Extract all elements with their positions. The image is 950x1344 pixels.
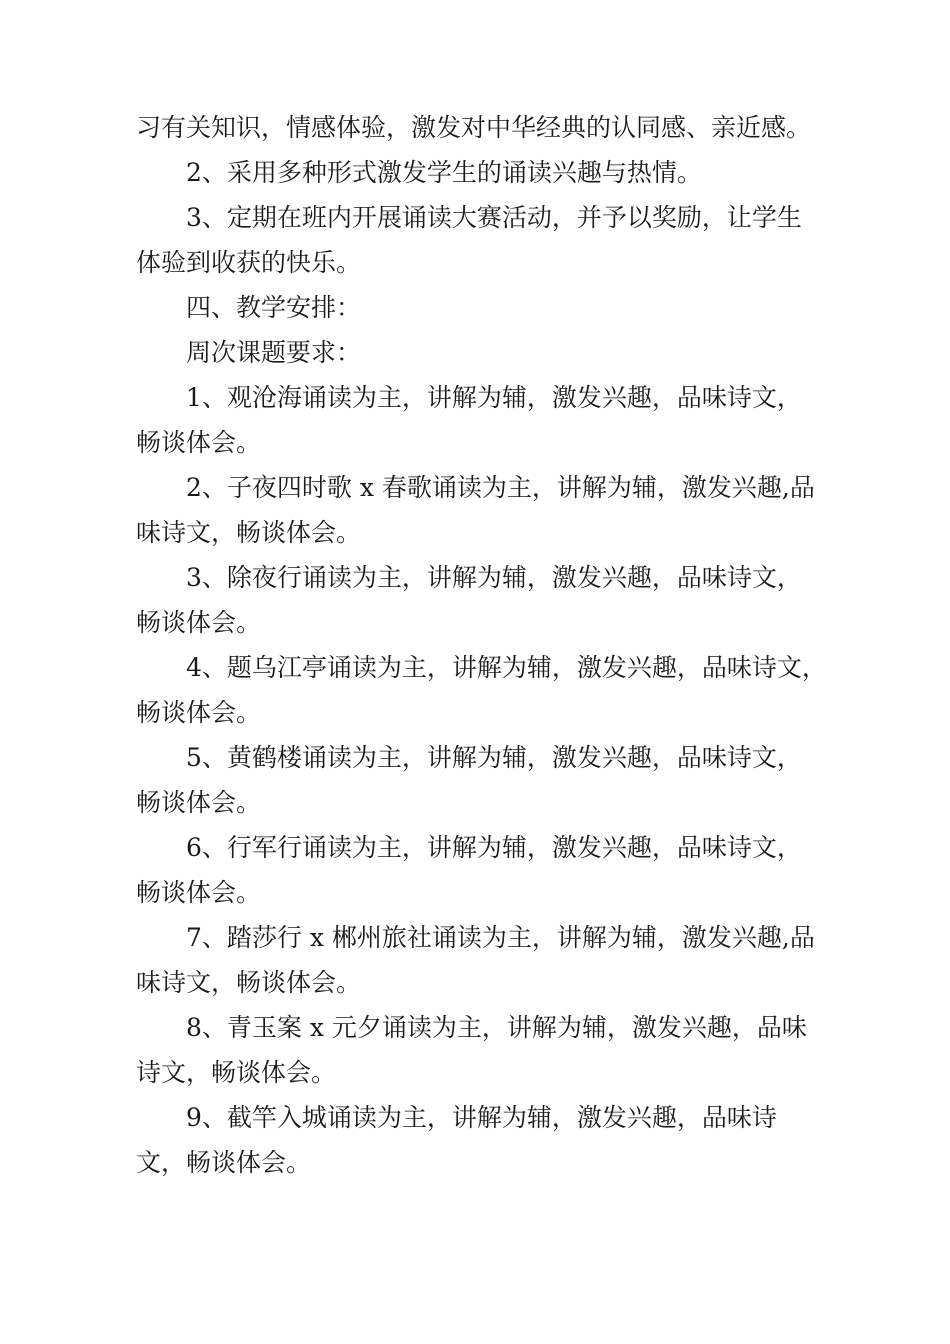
text-line: 2、采用多种形式激发学生的诵读兴趣与热情。	[186, 158, 702, 187]
text-line: 诗文，畅谈体会。	[136, 1058, 337, 1087]
text-line: 四、教学安排：	[186, 293, 362, 322]
text-line: 畅谈体会。	[136, 428, 262, 457]
text-line: 1、观沧海诵读为主，讲解为辅，激发兴趣，品味诗文，	[186, 383, 802, 412]
text-line: 3、除夜行诵读为主，讲解为辅，激发兴趣，品味诗文，	[186, 563, 802, 592]
text-line: 6、行军行诵读为主，讲解为辅，激发兴趣，品味诗文，	[186, 833, 802, 862]
text-line: 文，畅谈体会。	[136, 1148, 312, 1177]
text-line: 2、子夜四时歌 x 春歌诵读为主，讲解为辅，激发兴趣,品	[186, 473, 815, 502]
text-line: 畅谈体会。	[136, 608, 262, 637]
text-line: 3、定期在班内开展诵读大赛活动，并予以奖励，让学生	[186, 203, 802, 232]
text-line: 畅谈体会。	[136, 788, 262, 817]
text-line: 味诗文，畅谈体会。	[136, 968, 362, 997]
text-line: 9、截竿入城诵读为主，讲解为辅，激发兴趣，品味诗	[186, 1103, 777, 1132]
text-line: 周次课题要求：	[186, 338, 362, 367]
document-body	[136, 105, 836, 1185]
text-line: 8、青玉案 x 元夕诵读为主，讲解为辅，激发兴趣，品味	[186, 1013, 807, 1042]
text-line: 畅谈体会。	[136, 698, 262, 727]
text-line: 体验到收获的快乐。	[136, 248, 362, 277]
text-line: 味诗文，畅谈体会。	[136, 518, 362, 547]
text-line: 习有关知识，情感体验，激发对中华经典的认同感、亲近感。	[136, 113, 812, 142]
text-line: 畅谈体会。	[136, 878, 262, 907]
text-line: 5、黄鹤楼诵读为主，讲解为辅，激发兴趣，品味诗文，	[186, 743, 802, 772]
text-line: 4、题乌江亭诵读为主，讲解为辅，激发兴趣，品味诗文，	[186, 653, 827, 682]
text-line: 7、踏莎行 x 郴州旅社诵读为主，讲解为辅，激发兴趣,品	[186, 923, 815, 952]
